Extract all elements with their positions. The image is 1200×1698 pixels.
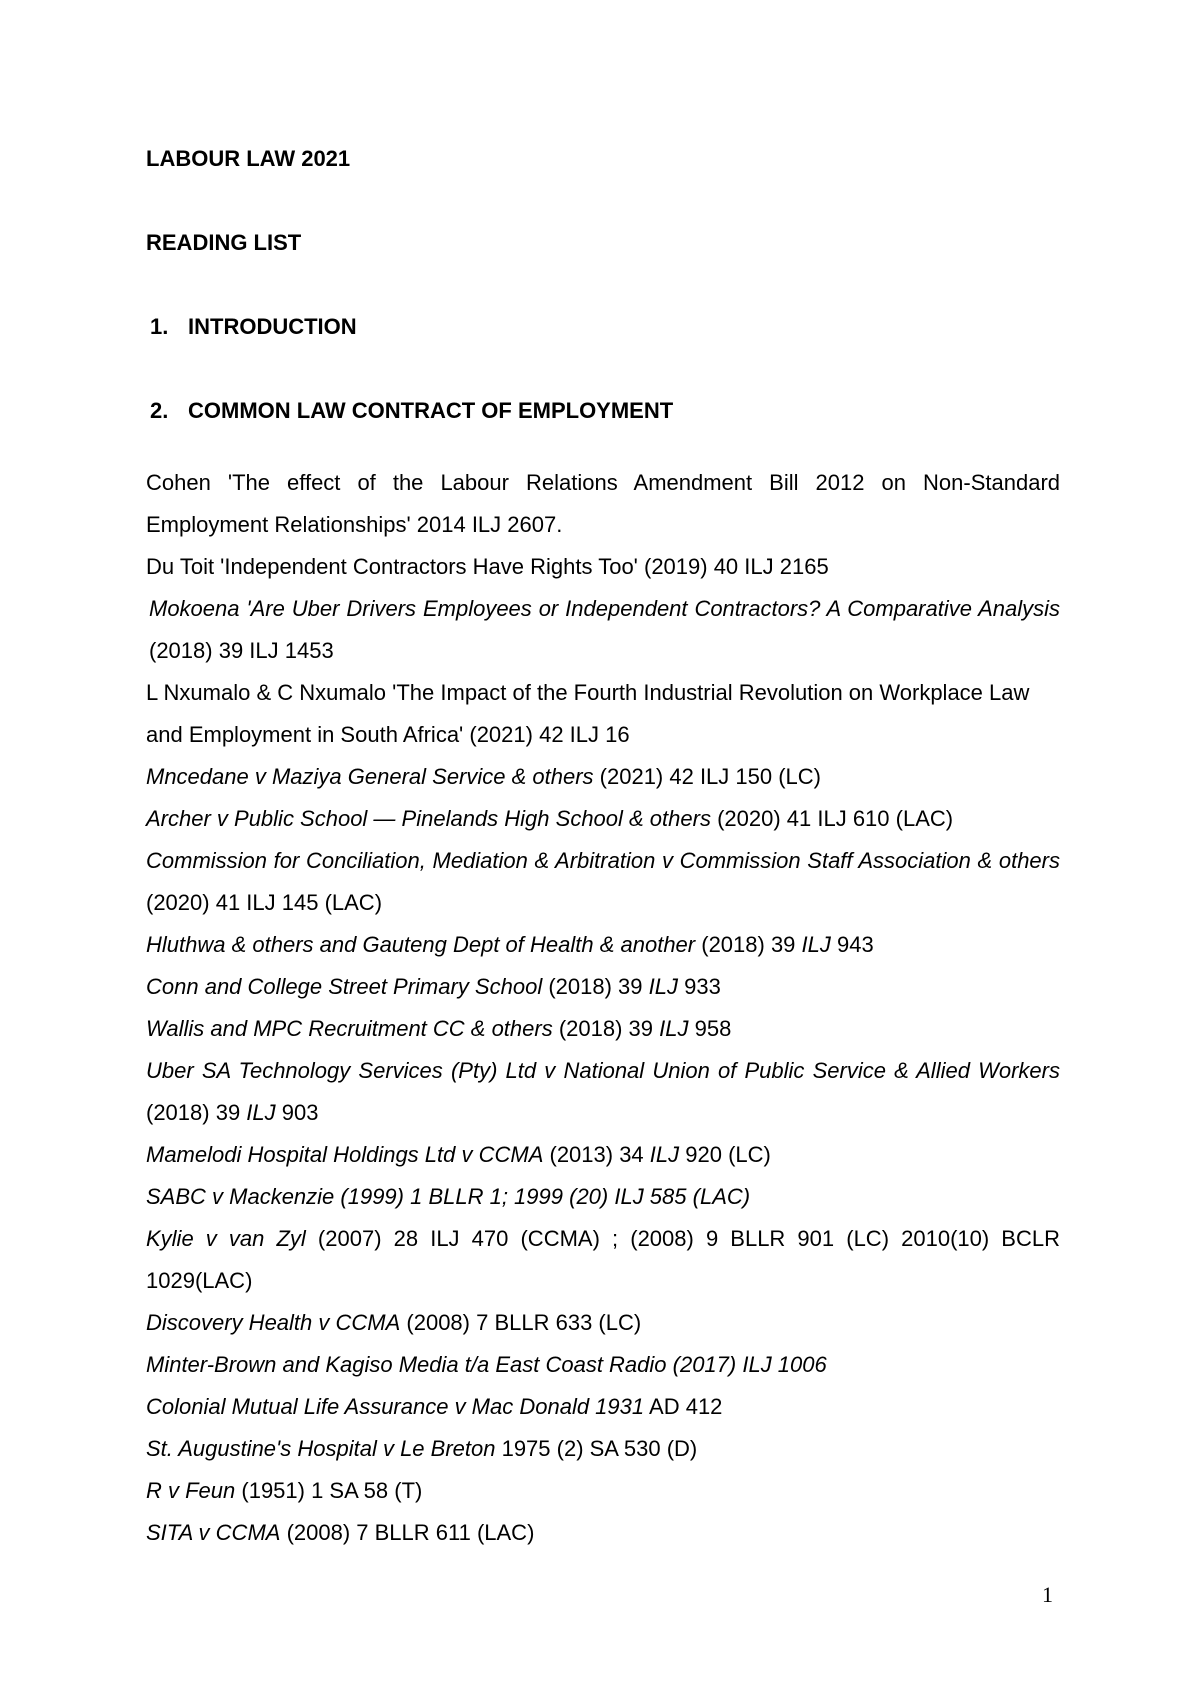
reference-item: L Nxumalo & C Nxumalo 'The Impact of the Fourth Industrial Revolution on Workplace Law and Employment in South Africa' (2021) 42 ILJ 16 (146, 680, 1030, 747)
reference-item: Uber SA Technology Services (Pty) Ltd v National Union of Public Service & Allied Workers (2018) 39 ILJ 903 (146, 1058, 1060, 1125)
reference-item: Mamelodi Hospital Holdings Ltd v CCMA (2013) 34 ILJ 920 (LC) (146, 1142, 771, 1167)
reference-item: R v Feun (1951) 1 SA 58 (T) (146, 1478, 423, 1503)
reference-item: Cohen 'The effect of the Labour Relations Amendment Bill 2012 on Non-Standard Employment Relationships' 2014 ILJ 2607. (146, 470, 1060, 537)
reference-item: Du Toit 'Independent Contractors Have Rights Too' (2019) 40 ILJ 2165 (146, 554, 829, 579)
reference-item: Hluthwa & others and Gauteng Dept of Health & another (2018) 39 ILJ 943 (146, 932, 874, 957)
section-heading-introduction (150, 314, 357, 340)
reference-list (146, 462, 1060, 1554)
reference-item: Mncedane v Maziya General Service & others (2021) 42 ILJ 150 (LC) (146, 764, 822, 789)
reference-item: Colonial Mutual Life Assurance v Mac Donald 1931 AD 412 (146, 1394, 723, 1419)
section-label: COMMON LAW CONTRACT OF EMPLOYMENT (188, 398, 674, 423)
section-heading-common-law (150, 398, 673, 424)
document-subtitle: READING LIST (146, 230, 302, 255)
document-title: LABOUR LAW 2021 (146, 146, 351, 171)
reference-item: St. Augustine's Hospital v Le Breton 1975 (2) SA 530 (D) (146, 1436, 698, 1461)
reference-item: Kylie v van Zyl (2007) 28 ILJ 470 (CCMA) ; (2008) 9 BLLR 901 (LC) 2010(10) BCLR 1029(LAC) (146, 1226, 1060, 1293)
section-number: 1. (150, 314, 169, 339)
reference-item: Mokoena 'Are Uber Drivers Employees or Independent Contractors? A Comparative Analysis (2018) 39 ILJ 1453 (149, 596, 1060, 663)
reference-item: SABC v Mackenzie (1999) 1 BLLR 1; 1999 (20) ILJ 585 (LAC) (146, 1184, 751, 1209)
reference-item: Commission for Conciliation, Mediation & Arbitration v Commission Staff Association & others (2020) 41 ILJ 145 (LAC) (146, 848, 1060, 915)
section-label: INTRODUCTION (188, 314, 357, 339)
reference-item: SITA v CCMA (2008) 7 BLLR 611 (LAC) (146, 1520, 535, 1545)
section-number: 2. (150, 398, 169, 423)
reference-item: Minter-Brown and Kagiso Media t/a East Coast Radio (2017) ILJ 1006 (146, 1352, 827, 1377)
page-number: 1 (1042, 1582, 1053, 1607)
reference-item: Conn and College Street Primary School (2018) 39 ILJ 933 (146, 974, 721, 999)
reference-item: Discovery Health v CCMA (2008) 7 BLLR 633 (LC) (146, 1310, 642, 1335)
reference-item: Archer v Public School — Pinelands High School & others (2020) 41 ILJ 610 (LAC) (146, 806, 954, 831)
reference-item: Wallis and MPC Recruitment CC & others (2018) 39 ILJ 958 (146, 1016, 732, 1041)
